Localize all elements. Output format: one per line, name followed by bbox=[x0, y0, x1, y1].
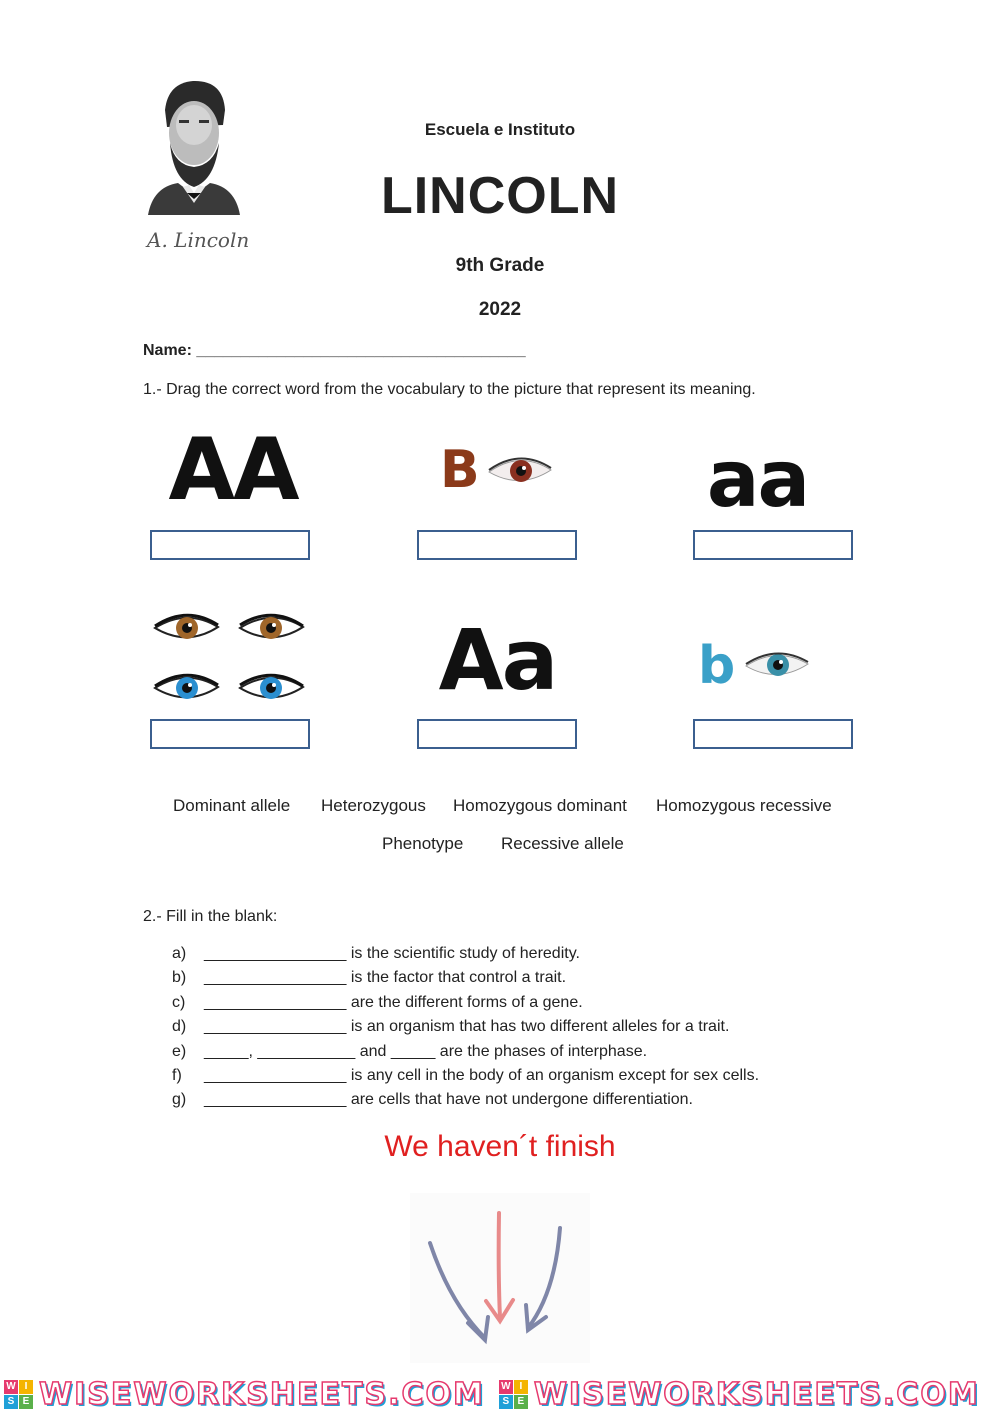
vocab-word-phenotype[interactable]: Phenotype bbox=[382, 834, 464, 853]
watermark-brand: WISEWORKSHEETS.COM bbox=[39, 1376, 485, 1412]
item-letter: c) bbox=[172, 993, 186, 1011]
list-item[interactable] bbox=[172, 1091, 759, 1115]
drop-box-5[interactable] bbox=[417, 719, 577, 749]
grade-label: 9th Grade bbox=[455, 255, 545, 276]
picture-letter-B: B bbox=[440, 440, 480, 500]
page-title: LINCOLN bbox=[380, 167, 620, 225]
blue-eye-icon bbox=[155, 675, 218, 699]
item-letter: g) bbox=[172, 1091, 187, 1109]
picture-homozygous-dominant: AA bbox=[168, 420, 298, 520]
list-item[interactable] bbox=[172, 994, 759, 1018]
item-letter: e) bbox=[172, 1042, 187, 1060]
item-letter: b) bbox=[172, 969, 187, 987]
vocab-word-recessive-allele[interactable]: Recessive allele bbox=[501, 834, 624, 853]
school-line: Escuela e Instituto bbox=[424, 120, 576, 139]
unfinished-notice: We haven´t finish bbox=[384, 1130, 616, 1163]
drop-box-2[interactable] bbox=[417, 530, 577, 560]
question-2-prompt: 2.- Fill in the blank: bbox=[143, 908, 278, 925]
item-text: _____, ___________ and _____ are the phases of interphase. bbox=[204, 1042, 648, 1060]
down-arrows-icon bbox=[410, 1193, 590, 1363]
question-1-prompt: 1.- Drag the correct word from the vocabulary to the picture that represent its meaning. bbox=[143, 381, 756, 398]
item-letter: f) bbox=[172, 1066, 182, 1084]
wiseworksheets-logo-icon: W I S E bbox=[499, 1380, 528, 1409]
item-text: ________________ is an organism that has two different alleles for a trait. bbox=[204, 1018, 730, 1036]
brown-eye-icon bbox=[485, 450, 555, 490]
item-text: ________________ is the scientific study of heredity. bbox=[204, 945, 580, 962]
phenotype-eyes-picture bbox=[150, 605, 310, 710]
list-item[interactable] bbox=[172, 1067, 759, 1091]
item-text: ________________ are cells that have not undergone differentiation. bbox=[204, 1091, 693, 1109]
picture-homozygous-recessive: aa bbox=[706, 435, 809, 525]
brown-eye-icon bbox=[155, 615, 218, 639]
year-label: 2022 bbox=[478, 299, 522, 320]
watermark-brand: WISEWORKSHEETS.COM bbox=[533, 1376, 980, 1412]
name-field-line[interactable]: Name: _____________________________________ bbox=[143, 342, 526, 359]
list-item[interactable] bbox=[172, 1043, 759, 1067]
blue-eye-icon bbox=[240, 675, 303, 699]
drop-box-1[interactable] bbox=[150, 530, 310, 560]
blue-eye-icon bbox=[742, 644, 812, 684]
item-text: ________________ is the factor that control a trait. bbox=[204, 969, 567, 987]
item-text: ________________ is any cell in the body of an organism except for sex cells. bbox=[204, 1066, 760, 1084]
item-text: ________________ are the different forms of a gene. bbox=[204, 993, 583, 1011]
item-letter: d) bbox=[172, 1018, 187, 1036]
drop-box-3[interactable] bbox=[693, 530, 853, 560]
item-letter: a) bbox=[172, 945, 187, 962]
picture-heterozygous: Aa bbox=[438, 611, 557, 709]
picture-letter-b: b bbox=[698, 636, 736, 696]
watermark-footer bbox=[0, 1375, 1000, 1413]
list-item[interactable] bbox=[172, 969, 759, 993]
vocab-word-homozygous-recessive[interactable]: Homozygous recessive bbox=[656, 796, 832, 815]
vocab-word-homozygous-dominant[interactable]: Homozygous dominant bbox=[453, 796, 627, 815]
vocab-word-dominant-allele[interactable]: Dominant allele bbox=[173, 796, 291, 815]
lincoln-signature: A. Lincoln bbox=[147, 228, 250, 252]
wiseworksheets-logo-icon: W I S E bbox=[4, 1380, 33, 1409]
fill-in-list bbox=[172, 945, 759, 1116]
list-item[interactable] bbox=[172, 1018, 759, 1042]
drop-box-6[interactable] bbox=[693, 719, 853, 749]
brown-eye-icon bbox=[240, 615, 303, 639]
list-item[interactable] bbox=[172, 945, 759, 969]
drop-box-4[interactable] bbox=[150, 719, 310, 749]
vocab-word-heterozygous[interactable]: Heterozygous bbox=[321, 796, 426, 815]
